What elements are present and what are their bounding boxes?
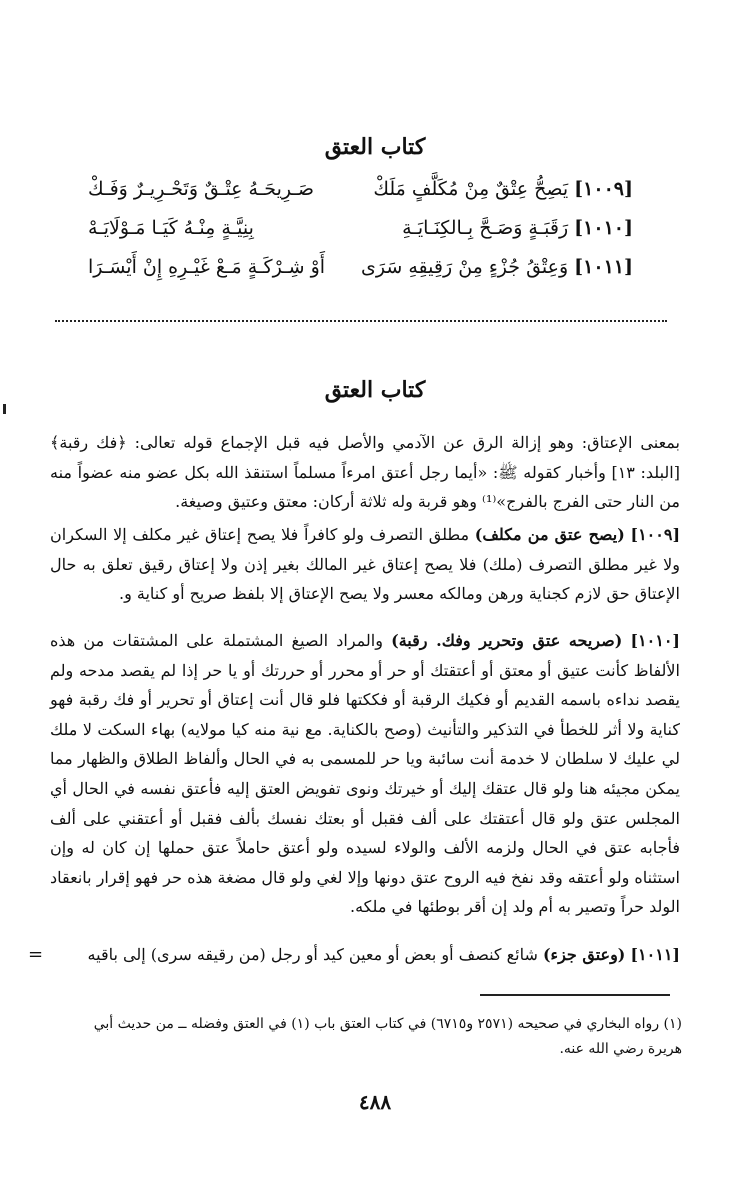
page-number: ٤٨٨ (358, 1090, 392, 1114)
verses-title: كتاب العتق (324, 134, 426, 160)
intro-paragraph (50, 428, 680, 517)
verse-line (88, 211, 633, 245)
paragraph-text: والمراد الصيغ المشتملة على المشتقات من هذه الألفاظ كأنت عتيق أو معتق أو أعتقتك أو حر أو محرر أو حررتك أو يا حر إذا لم يقصد مدحه ولم يقصد نداءه باسمه القديم أو فكيك الرقبة أو فككتها فلو قال أنت إعتاق أو تحرير أو فك رقبة فهو كناية ولا أثر للخطأ في التذكير والتأنيث (وصح بالكناية. مع نية منه كيا مولايه) بهاء السكت لا ملك لي عليك لا سلطان لا خدمة أنت سائبة ويا حر للمسمى به في الحال وألفاظ الطلاق والظهار مما يمكن مجيئه هنا ولو قال عتقك إليك أو خيرتك ونوى تفويض العتق إليه فأعتق نفسه في الحال أي المجلس عتق ولو قال أعتقتك على ألف فقبل أو بعتك نفسك بألف فقبل أو أعتقني على ألف فأجابه عتق في الحال ولزمه الألف والولاء لسيده ولو أعتق حاملاً عتق حملها إن كان له وإن استثناه ولو أعتقه وقد نفخ فيه الروح عتق دونها وإلا لغي ولو قال مضغة هذه حر فهو إقرار بانعقاد الولد حراً وتصير به أم ولد إن أقر بوطئها في ملكه. (50, 631, 681, 917)
matn-quote: (صريحه عتق وتحرير وفك. رقبة) (391, 631, 623, 650)
verse-first-hemistich (402, 211, 633, 245)
verse-line (88, 250, 633, 284)
paragraph-number: [١٠٠٩] (630, 525, 681, 544)
paragraph-text: مطلق التصرف ولو كافراً فلا يصح إعتاق غير مكلف إلا السكران ولا غير مطلق التصرف (ملك) فلا يصح إعتاق غير المالك بغير إذن ولا إعتاق رقيق تعلق به حال الإعتاق حق لازم كجناية ورهن ومالكه معسر ولا يصح الإعتاق إلا بلفظ صريح أو كناية و. (50, 525, 681, 604)
paragraph-number: [١٠١٠] (630, 631, 680, 650)
verse-second-hemistich: بِنِيَّـةٍ مِنْـهُ كَيَـا مَـوْلَايَـهْ (88, 217, 254, 239)
verse-second-hemistich: أَوْ شِـرْكَـةٍ مَـعْ غَيْـرِهِ إِنْ أَيْسَـرَا (88, 256, 326, 278)
verse-number: [١٠١١] (574, 256, 633, 278)
verse-first-hemistich (361, 250, 633, 284)
verse-number: [١٠١٠] (574, 217, 633, 239)
verse-first-text: يَصِحُّ عِتْقٌ مِنْ مُكَلَّفٍ مَلَكْ (373, 178, 569, 200)
verse-line (88, 172, 633, 206)
paragraph-number: [١٠١١] (630, 945, 680, 964)
verse-number: [١٠٠٩] (574, 178, 633, 200)
verse-first-text: رَقَبَـةٍ وَصَـحَّ بِـالكِنَـايَـةِ (402, 217, 569, 239)
commentary-title: كتاب العتق (324, 377, 426, 403)
paragraph-1010 (50, 626, 680, 922)
verse-first-hemistich (373, 172, 633, 206)
dotted-divider (55, 320, 667, 322)
footnote-text: (١) رواه البخاري في صحيحه (٢٥٧١ و٦٧١٥) في كتاب العتق باب (١) في العتق وفضله ــ من حديث أبي هريرة رضي الله عنه. (93, 1016, 682, 1057)
matn-quote: (وعتق جزء) (542, 945, 626, 964)
intro-text: بمعنى الإعتاق: وهو إزالة الرق عن الآدمي والأصل فيه قبل الإجماع قوله تعالى: ﴿فك رقبة﴾ [البلد: ١٣] وأخبار كقوله ﷺ: «أيما رجل أعتق امرءاً مسلماً استنقذ الله بكل عضو منه عضواً منه من النار حتى الفرج بالفرج»⁽¹⁾ وهو قربة وله ثلاثة أركان: معتق وعتيق وصيغة. (50, 433, 681, 512)
continuation-mark: = (28, 944, 44, 965)
footnote (60, 1012, 682, 1062)
footnote-rule (480, 994, 670, 996)
paragraph-text: شائع كنصف أو بعض أو معين كيد أو رجل (من رقيقه سرى) إلى باقيه (87, 945, 538, 964)
margin-mark (3, 404, 6, 414)
verse-first-text: وَعِتْقُ جُزْءٍ مِنْ رَقِيقِهِ سَرَى (361, 256, 569, 278)
paragraph-1011 (50, 940, 680, 970)
paragraph-1009 (50, 520, 680, 609)
verse-second-hemistich: صَـرِيحَـهُ عِتْـقٌ وَتَحْـرِيـرٌ وَفَـكْ (88, 178, 315, 200)
matn-quote: (يصح عتق من مكلف) (474, 525, 625, 544)
